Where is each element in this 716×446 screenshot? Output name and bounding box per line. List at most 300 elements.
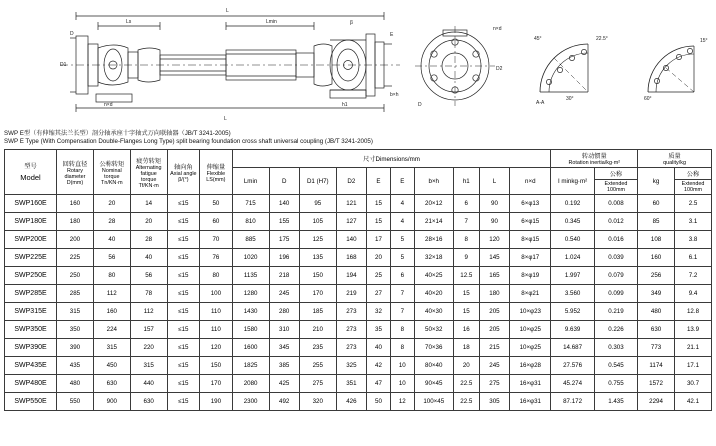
cell-w0: 108 <box>638 231 675 249</box>
cell-i1: 0.012 <box>594 213 637 231</box>
cell-e2: 8 <box>390 339 414 357</box>
header-model-cn: 型号 <box>24 163 37 170</box>
cell-fatigue: 440 <box>130 375 167 393</box>
cell-axial: ≤15 <box>167 249 200 267</box>
cell-w0: 1572 <box>638 375 675 393</box>
cell-e2: 7 <box>390 285 414 303</box>
header-weight-extended-en: Extended 100mm <box>674 180 711 195</box>
cell-d2: 127 <box>336 213 366 231</box>
table-body <box>5 195 712 411</box>
svg-text:β: β <box>350 20 353 26</box>
cell-d: 345 <box>269 339 299 357</box>
svg-text:Ls: Ls <box>126 19 132 25</box>
header-weight-group: 质量 quality/kg <box>638 150 712 168</box>
cell-l: 305 <box>479 393 509 411</box>
cell-nominal: 224 <box>93 321 130 339</box>
cell-axial: ≤15 <box>167 375 200 393</box>
cell-nd: 6×φ13 <box>510 195 551 213</box>
cell-model: SWP180E <box>5 213 57 231</box>
svg-text:E: E <box>390 32 394 38</box>
cell-tele: 190 <box>200 393 233 411</box>
cell-e2: 4 <box>390 195 414 213</box>
cell-i0: 87.172 <box>551 393 594 411</box>
cell-axial: ≤15 <box>167 231 200 249</box>
cell-i1: 0.545 <box>594 357 637 375</box>
header-dimensions-group: 尺寸Dimensions/mm <box>232 150 551 168</box>
cell-i0: 0.345 <box>551 213 594 231</box>
cell-bh: 40×25 <box>414 267 453 285</box>
table-row <box>5 357 712 375</box>
cell-lmin: 1430 <box>232 303 269 321</box>
cell-h1: 15 <box>453 285 479 303</box>
cell-d1: 210 <box>299 321 336 339</box>
cell-rotary: 250 <box>57 267 94 285</box>
cell-tele: 150 <box>200 357 233 375</box>
cell-nominal: 80 <box>93 267 130 285</box>
cell-d2: 219 <box>336 285 366 303</box>
cell-rotary: 480 <box>57 375 94 393</box>
cell-e: 50 <box>367 393 391 411</box>
cell-model: SWP435E <box>5 357 57 375</box>
cell-d1: 320 <box>299 393 336 411</box>
cell-e: 20 <box>367 249 391 267</box>
cell-lmin: 1020 <box>232 249 269 267</box>
cell-i1: 0.226 <box>594 321 637 339</box>
cell-e: 47 <box>367 375 391 393</box>
cell-d1: 150 <box>299 267 336 285</box>
specification-table <box>4 149 712 411</box>
cell-nominal: 56 <box>93 249 130 267</box>
cell-nominal: 900 <box>93 393 130 411</box>
cell-e2: 8 <box>390 321 414 339</box>
cell-model: SWP200E <box>5 231 57 249</box>
svg-text:h1: h1 <box>342 102 348 108</box>
cell-rotary: 285 <box>57 285 94 303</box>
cell-w0: 773 <box>638 339 675 357</box>
cell-d2: 194 <box>336 267 366 285</box>
cell-d1: 95 <box>299 195 336 213</box>
cell-d2: 325 <box>336 357 366 375</box>
header-weight-extended-cn: 公称 <box>674 168 711 180</box>
cell-nominal: 112 <box>93 285 130 303</box>
cell-nd: 16×φ28 <box>510 357 551 375</box>
cell-d: 196 <box>269 249 299 267</box>
cell-i0: 27.576 <box>551 357 594 375</box>
table-row <box>5 393 712 411</box>
cell-d2: 273 <box>336 303 366 321</box>
cell-l: 90 <box>479 213 509 231</box>
cell-lmin: 810 <box>232 213 269 231</box>
cell-nd: 16×φ31 <box>510 393 551 411</box>
cell-lmin: 885 <box>232 231 269 249</box>
cell-d: 218 <box>269 267 299 285</box>
header-nominal-torque: 公称转矩 Nominal torque Tn/KN·m <box>93 150 130 195</box>
cell-d: 140 <box>269 195 299 213</box>
header-dim-nd: n×d <box>510 168 551 195</box>
table-row <box>5 267 712 285</box>
header-weight-nominal: kg <box>638 168 675 195</box>
cell-nd: 8×φ19 <box>510 267 551 285</box>
table-header-row-1 <box>5 150 712 168</box>
cell-l: 165 <box>479 267 509 285</box>
cell-e: 25 <box>367 267 391 285</box>
cell-axial: ≤15 <box>167 393 200 411</box>
table-row <box>5 303 712 321</box>
cell-nominal: 28 <box>93 213 130 231</box>
header-inertia-nominal: I minkg·m² <box>551 168 594 195</box>
cell-w0: 630 <box>638 321 675 339</box>
cell-i1: 0.755 <box>594 375 637 393</box>
header-inertia-group: 转动惯量 Rotation inertia/kg·m² <box>551 150 638 168</box>
cell-fatigue: 20 <box>130 213 167 231</box>
cell-d2: 273 <box>336 321 366 339</box>
cell-axial: ≤15 <box>167 213 200 231</box>
cell-fatigue: 315 <box>130 357 167 375</box>
header-rotary-diameter: 回转直径 Rotary diameter D(mm) <box>57 150 94 195</box>
cell-fatigue: 78 <box>130 285 167 303</box>
technical-drawing <box>0 0 716 128</box>
svg-text:D2: D2 <box>496 66 503 72</box>
cell-nominal: 20 <box>93 195 130 213</box>
cell-d: 425 <box>269 375 299 393</box>
cell-rotary: 550 <box>57 393 94 411</box>
cell-e: 15 <box>367 213 391 231</box>
cell-axial: ≤15 <box>167 195 200 213</box>
cell-tele: 70 <box>200 231 233 249</box>
cell-h1: 22.5 <box>453 393 479 411</box>
cell-fatigue: 28 <box>130 231 167 249</box>
cell-e2: 7 <box>390 303 414 321</box>
drawing-svg <box>0 0 716 128</box>
cell-axial: ≤15 <box>167 285 200 303</box>
cell-d: 310 <box>269 321 299 339</box>
cell-model: SWP285E <box>5 285 57 303</box>
cell-w1: 13.9 <box>674 321 711 339</box>
cell-w1: 12.8 <box>674 303 711 321</box>
cell-h1: 22.5 <box>453 375 479 393</box>
cell-w0: 256 <box>638 267 675 285</box>
cell-bh: 80×40 <box>414 357 453 375</box>
table-row <box>5 213 712 231</box>
cell-l: 205 <box>479 303 509 321</box>
cell-model: SWP550E <box>5 393 57 411</box>
header-dim-d: D <box>269 168 299 195</box>
header-dim-lmin: Lmin <box>232 168 269 195</box>
cell-lmin: 2300 <box>232 393 269 411</box>
cell-tele: 80 <box>200 267 233 285</box>
cell-e2: 6 <box>390 267 414 285</box>
cell-rotary: 225 <box>57 249 94 267</box>
cell-h1: 7 <box>453 213 479 231</box>
cell-lmin: 2080 <box>232 375 269 393</box>
cell-e: 32 <box>367 303 391 321</box>
figure-captions <box>0 128 716 146</box>
cell-bh: 20×12 <box>414 195 453 213</box>
cell-nominal: 160 <box>93 303 130 321</box>
table-row <box>5 375 712 393</box>
cell-h1: 9 <box>453 249 479 267</box>
cell-h1: 20 <box>453 357 479 375</box>
cell-rotary: 390 <box>57 339 94 357</box>
svg-text:D: D <box>70 31 74 37</box>
cell-bh: 28×16 <box>414 231 453 249</box>
cell-w1: 2.5 <box>674 195 711 213</box>
cell-rotary: 350 <box>57 321 94 339</box>
cell-fatigue: 630 <box>130 393 167 411</box>
cell-d2: 168 <box>336 249 366 267</box>
cell-d2: 426 <box>336 393 366 411</box>
cell-nd: 10×φ25 <box>510 339 551 357</box>
cell-d2: 273 <box>336 339 366 357</box>
cell-h1: 6 <box>453 195 479 213</box>
cell-w0: 1174 <box>638 357 675 375</box>
cell-e2: 10 <box>390 375 414 393</box>
cell-w1: 17.1 <box>674 357 711 375</box>
cell-e2: 5 <box>390 249 414 267</box>
svg-text:L: L <box>226 8 229 14</box>
header-fatigue-torque: 疲劳转矩 Alternating fatigue torque Tf/KN·m <box>130 150 167 195</box>
cell-nominal: 315 <box>93 339 130 357</box>
cell-d1: 170 <box>299 285 336 303</box>
cell-w0: 349 <box>638 285 675 303</box>
cell-axial: ≤15 <box>167 303 200 321</box>
cell-w0: 60 <box>638 195 675 213</box>
cell-i1: 0.008 <box>594 195 637 213</box>
cell-tele: 50 <box>200 195 233 213</box>
cell-w1: 3.1 <box>674 213 711 231</box>
cell-tele: 110 <box>200 321 233 339</box>
svg-text:A-A: A-A <box>536 100 545 106</box>
cell-fatigue: 157 <box>130 321 167 339</box>
cell-i0: 1.024 <box>551 249 594 267</box>
cell-d: 175 <box>269 231 299 249</box>
cell-nd: 10×φ25 <box>510 321 551 339</box>
cell-rotary: 200 <box>57 231 94 249</box>
cell-tele: 76 <box>200 249 233 267</box>
cell-e2: 4 <box>390 213 414 231</box>
cell-d: 492 <box>269 393 299 411</box>
cell-model: SWP350E <box>5 321 57 339</box>
cell-i1: 0.099 <box>594 285 637 303</box>
cell-e: 42 <box>367 357 391 375</box>
cell-i0: 14.687 <box>551 339 594 357</box>
table-row <box>5 231 712 249</box>
cell-i0: 0.540 <box>551 231 594 249</box>
cell-w0: 2294 <box>638 393 675 411</box>
cell-l: 275 <box>479 375 509 393</box>
cell-w1: 42.1 <box>674 393 711 411</box>
cell-lmin: 1825 <box>232 357 269 375</box>
cell-h1: 12.5 <box>453 267 479 285</box>
cell-tele: 120 <box>200 339 233 357</box>
cell-nd: 6×φ15 <box>510 213 551 231</box>
cell-i1: 1.435 <box>594 393 637 411</box>
cell-bh: 90×45 <box>414 375 453 393</box>
cell-i0: 1.997 <box>551 267 594 285</box>
cell-d: 245 <box>269 285 299 303</box>
table-row <box>5 249 712 267</box>
cell-e: 35 <box>367 321 391 339</box>
caption-en: SWP E Type (With Compensation Double-Flanges Long Type) split bearing foundation cross shaft universal coupling (JB/T 3241-2005) <box>4 138 373 145</box>
cell-i1: 0.303 <box>594 339 637 357</box>
cell-i1: 0.039 <box>594 249 637 267</box>
cell-d2: 351 <box>336 375 366 393</box>
cell-w1: 7.2 <box>674 267 711 285</box>
cell-d: 155 <box>269 213 299 231</box>
cell-nd: 8×φ15 <box>510 231 551 249</box>
cell-model: SWP160E <box>5 195 57 213</box>
cell-axial: ≤15 <box>167 267 200 285</box>
cell-bh: 40×30 <box>414 303 453 321</box>
svg-text:L: L <box>224 116 227 122</box>
cell-tele: 110 <box>200 303 233 321</box>
cell-axial: ≤15 <box>167 357 200 375</box>
header-dim-e: E <box>367 168 391 195</box>
table-row <box>5 339 712 357</box>
cell-d2: 140 <box>336 231 366 249</box>
cell-bh: 70×36 <box>414 339 453 357</box>
cell-l: 145 <box>479 249 509 267</box>
header-dim-d1: D1 (H7) <box>299 168 336 195</box>
svg-text:D1: D1 <box>60 62 67 68</box>
cell-d2: 121 <box>336 195 366 213</box>
cell-d1: 105 <box>299 213 336 231</box>
cell-i0: 9.639 <box>551 321 594 339</box>
cell-nd: 10×φ23 <box>510 303 551 321</box>
cell-h1: 16 <box>453 321 479 339</box>
svg-text:22.5°: 22.5° <box>596 36 608 42</box>
cell-l: 90 <box>479 195 509 213</box>
cell-d: 385 <box>269 357 299 375</box>
table-row <box>5 285 712 303</box>
cell-w1: 6.1 <box>674 249 711 267</box>
header-dim-d2: D2 <box>336 168 366 195</box>
header-dim-l: L <box>479 168 509 195</box>
cell-fatigue: 56 <box>130 267 167 285</box>
svg-text:n×d: n×d <box>104 102 113 108</box>
table-row <box>5 195 712 213</box>
cell-fatigue: 220 <box>130 339 167 357</box>
cell-l: 215 <box>479 339 509 357</box>
header-model-en: Model <box>20 173 41 182</box>
svg-text:Lmin: Lmin <box>266 19 277 25</box>
cell-rotary: 180 <box>57 213 94 231</box>
cell-bh: 50×32 <box>414 321 453 339</box>
cell-fatigue: 40 <box>130 249 167 267</box>
cell-i1: 0.016 <box>594 231 637 249</box>
cell-d1: 125 <box>299 231 336 249</box>
cell-d1: 235 <box>299 339 336 357</box>
cell-i0: 0.192 <box>551 195 594 213</box>
cell-l: 180 <box>479 285 509 303</box>
cell-model: SWP315E <box>5 303 57 321</box>
cell-l: 205 <box>479 321 509 339</box>
header-inertia-extended-cn: 公称 <box>594 168 637 180</box>
cell-i0: 45.274 <box>551 375 594 393</box>
svg-text:D: D <box>418 102 422 108</box>
cell-e2: 12 <box>390 393 414 411</box>
table-row <box>5 321 712 339</box>
svg-text:60°: 60° <box>644 96 652 102</box>
cell-w0: 480 <box>638 303 675 321</box>
cell-d: 280 <box>269 303 299 321</box>
cell-l: 245 <box>479 357 509 375</box>
svg-text:n×d: n×d <box>493 26 502 32</box>
cell-w0: 160 <box>638 249 675 267</box>
cell-w1: 3.8 <box>674 231 711 249</box>
cell-e2: 5 <box>390 231 414 249</box>
cell-w0: 85 <box>638 213 675 231</box>
cell-model: SWP480E <box>5 375 57 393</box>
cell-i0: 3.560 <box>551 285 594 303</box>
cell-nd: 8×φ17 <box>510 249 551 267</box>
cell-nominal: 40 <box>93 231 130 249</box>
cell-rotary: 160 <box>57 195 94 213</box>
cell-l: 120 <box>479 231 509 249</box>
cell-rotary: 315 <box>57 303 94 321</box>
header-dim-h1: h1 <box>453 168 479 195</box>
cell-lmin: 1580 <box>232 321 269 339</box>
cell-e: 27 <box>367 285 391 303</box>
header-dim-bh: b×h <box>414 168 453 195</box>
cell-lmin: 1600 <box>232 339 269 357</box>
cell-h1: 15 <box>453 303 479 321</box>
cell-e2: 10 <box>390 357 414 375</box>
cell-e: 17 <box>367 231 391 249</box>
cell-lmin: 715 <box>232 195 269 213</box>
cell-axial: ≤15 <box>167 339 200 357</box>
header-axial-angle: 轴向角 Axial angle β/(°) <box>167 150 200 195</box>
cell-nd: 8×φ21 <box>510 285 551 303</box>
cell-nominal: 450 <box>93 357 130 375</box>
cell-e: 40 <box>367 339 391 357</box>
cell-bh: 40×20 <box>414 285 453 303</box>
cell-e: 15 <box>367 195 391 213</box>
cell-nd: 16×φ31 <box>510 375 551 393</box>
cell-tele: 60 <box>200 213 233 231</box>
cell-i1: 0.079 <box>594 267 637 285</box>
cell-model: SWP390E <box>5 339 57 357</box>
cell-w1: 21.1 <box>674 339 711 357</box>
cell-tele: 170 <box>200 375 233 393</box>
cell-w1: 9.4 <box>674 285 711 303</box>
cell-nominal: 630 <box>93 375 130 393</box>
svg-text:15°: 15° <box>700 38 708 44</box>
cell-lmin: 1280 <box>232 285 269 303</box>
cell-rotary: 435 <box>57 357 94 375</box>
svg-text:45°: 45° <box>534 36 542 42</box>
cell-bh: 100×45 <box>414 393 453 411</box>
header-dim-e2: E <box>390 168 414 195</box>
cell-fatigue: 112 <box>130 303 167 321</box>
cell-i0: 5.952 <box>551 303 594 321</box>
cell-d1: 135 <box>299 249 336 267</box>
cell-i1: 0.219 <box>594 303 637 321</box>
cell-w1: 30.7 <box>674 375 711 393</box>
cell-lmin: 1135 <box>232 267 269 285</box>
cell-bh: 32×18 <box>414 249 453 267</box>
cell-fatigue: 14 <box>130 195 167 213</box>
caption-cn: SWP E型（有伸缩其法兰长型）剖分轴承座十字轴式万向联轴器（JB/T 3241-2005) <box>4 130 231 137</box>
cell-d1: 185 <box>299 303 336 321</box>
cell-bh: 21×14 <box>414 213 453 231</box>
cell-h1: 18 <box>453 339 479 357</box>
svg-text:b×h: b×h <box>390 92 399 98</box>
header-telescopic: 伸缩量 Flexible LS(mm) <box>200 150 233 195</box>
cell-d1: 275 <box>299 375 336 393</box>
cell-d1: 255 <box>299 357 336 375</box>
cell-model: SWP250E <box>5 267 57 285</box>
